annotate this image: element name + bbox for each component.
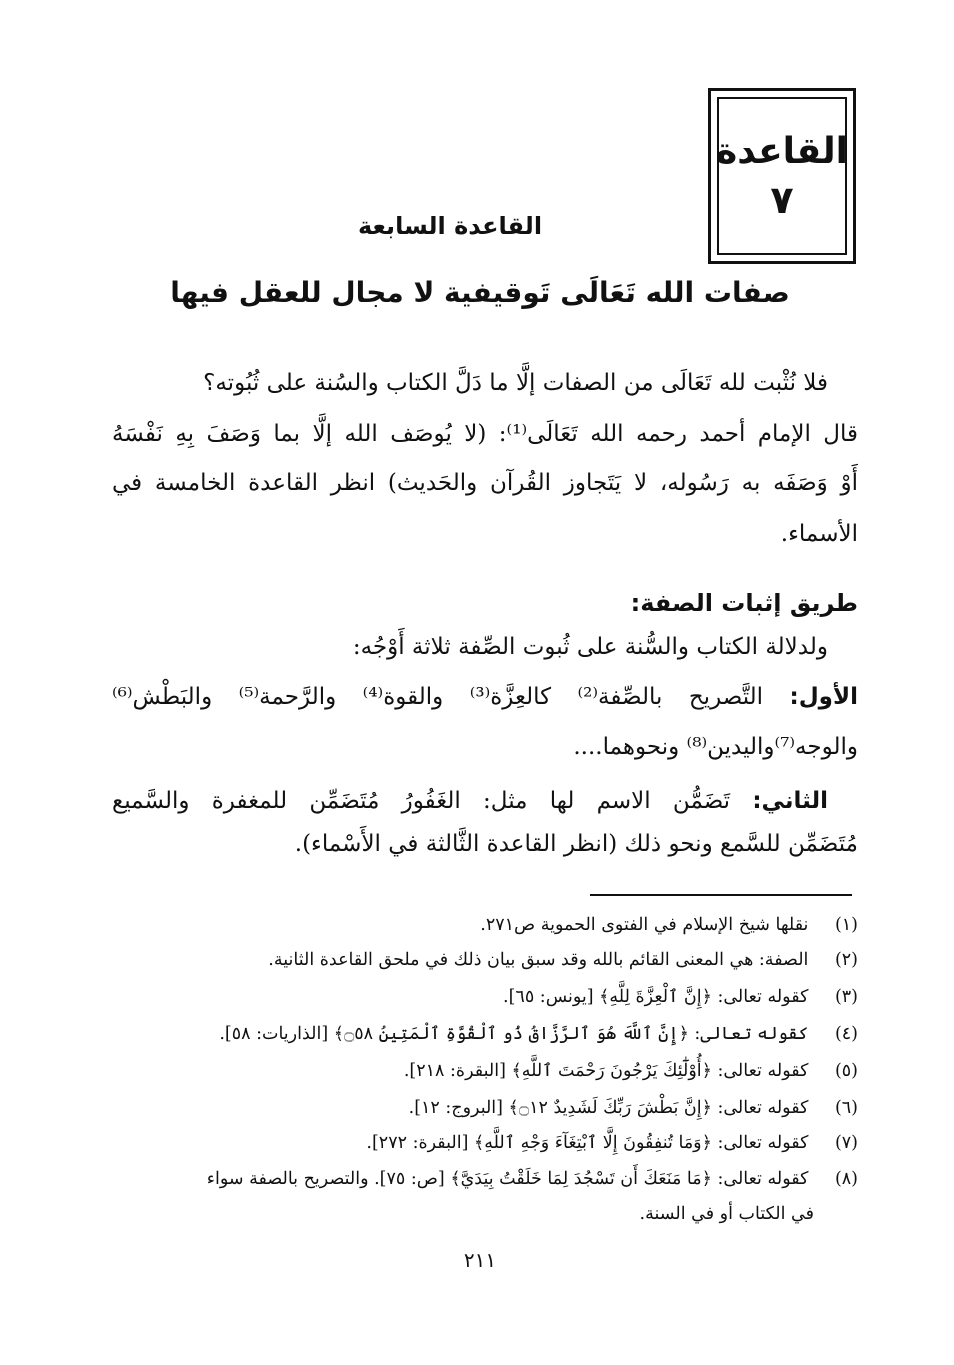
rule-number-box-inner [717,97,847,255]
first-aspect-label: الأول: [789,684,858,710]
footnote-number: (١) [834,915,858,935]
rule-heading: القاعدة السابعة [357,212,543,240]
footnote-4 [219,1020,858,1048]
footnote-7 [366,1129,858,1157]
intro-line-1: فلا نُثْبت لله تَعَالَى من الصفات إلَّا ما دَلَّ الكتاب والسُنة على ثُبُوته؟ [203,370,828,396]
rule-box-word: القاعدة [716,131,848,172]
rule-box-number: ٧ [770,178,794,222]
footnote-number: (٧) [834,1133,858,1153]
footnote-5 [404,1057,858,1085]
footnote-text: نقلها شيخ الإسلام في الفتوى الحموية ص٢٧١. [480,915,809,935]
footnote-1 [480,911,858,939]
footnote-2 [268,946,858,974]
second-aspect-label: الثاني: [752,788,829,814]
footnote-number: (٦) [834,1098,858,1118]
footnote-text: كقوله تعالى: ﴿وَمَا تُنفِقُونَ إِلَّا ٱبْتِغَآءَ وَجْهِ ٱللَّهِ﴾ [البقرة: ٢٧٢]. [366,1133,809,1153]
intro-line-4: الأسماء. [780,521,858,547]
page-number: ٢١١ [463,1248,497,1272]
footnote-text: كقوله تعالى: ﴿إِنَّ بَطْشَ رَبِّكَ لَشَدِيدٌ ۝١٢﴾ [البروج: ١٢]. [408,1098,809,1118]
footnote-text: كقوله تعالى: ﴿إِنَّ ٱلْعِزَّةَ لِلَّهِ﴾ [يونس: ٦٥]. [503,987,809,1007]
rule-number-box [708,88,856,264]
footnote-number: (٨) [834,1169,858,1189]
rule-title: صفات الله تَعَالَى تَوقيفية لا مجال للعقل فيها [170,276,790,309]
method-intro: ولدلالة الكتاب والسُّنة على ثُبوت الصِّفة ثلاثة أَوْجُه: [352,634,828,660]
footnote-number: (٣) [834,987,858,1007]
footnote-separator [590,894,852,896]
first-aspect-line-2: والوجه⁽⁷⁾واليدين⁽⁸⁾ ونحوهما.... [573,734,858,760]
second-aspect-line-1 [112,784,828,818]
first-aspect-text: التَّصريح بالصِّفة⁽²⁾ كالعِزَّة⁽³⁾ والقوة⁽⁴⁾ والرَّحمة⁽⁵⁾ والبَطْش⁽⁶⁾ [112,684,764,710]
intro-line-2: قال الإمام أحمد رحمه الله تَعَالَى⁽¹⁾: (لا يُوصَف الله إلَّا بما وَصَفَ بِهِ نَفْسَهُ [112,421,858,447]
intro-line-3: أَوْ وَصَفَه به رَسُوله، لا يَتَجاوز القُرآن والحَديث) انظر القاعدة الخامسة في [112,470,858,496]
footnote-8 [207,1165,858,1193]
footnote-text: كقوله تعالى: ﴿أُوْلَٰٓئِكَ يَرْجُونَ رَحْمَتَ ٱللَّهِ﴾ [البقرة: ٢١٨]. [403,1061,809,1081]
second-aspect-line-2: مُتَضَمِّن للسَّمع ونحو ذلك (انظر القاعدة الثَّالثة في الأَسْماء). [294,831,858,857]
method-subheading: طريق إثبات الصفة: [630,589,858,617]
footnote-8-continuation: في الكتاب أو في السنة. [639,1204,814,1224]
footnote-text: الصفة: هي المعنى القائم بالله وقد سبق بيان ذلك في ملحق القاعدة الثانية. [268,950,809,970]
footnote-text: كقوله تعالى: ﴿مَا مَنَعَكَ أَن تَسْجُدَ لِمَا خَلَقْتُ بِيَدَيَّ﴾ [ص: ٧٥]. والتصريح بالصفة سواء [206,1169,809,1189]
second-aspect-text: تَضَمُّن الاسم لها مثل: الغَفُورُ مُتَضَمِّن للمغفرة والسَّميع [112,788,731,814]
footnote-number: (٢) [834,950,858,970]
footnote-number: (٥) [834,1061,858,1081]
footnote-6 [409,1094,858,1122]
footnote-number: (٤) [834,1024,858,1044]
first-aspect-line-1 [112,680,858,714]
footnote-text: كقوله تعالى: ﴿إِنَّ ٱللَّهَ هُوَ ٱلرَّزَّاقُ ذُو ٱلْقُوَّةِ ٱلْمَتِينُ ۝٥٨﴾ [الذاريات: ٥٨]. [219,1024,809,1044]
footnote-3 [503,983,858,1011]
